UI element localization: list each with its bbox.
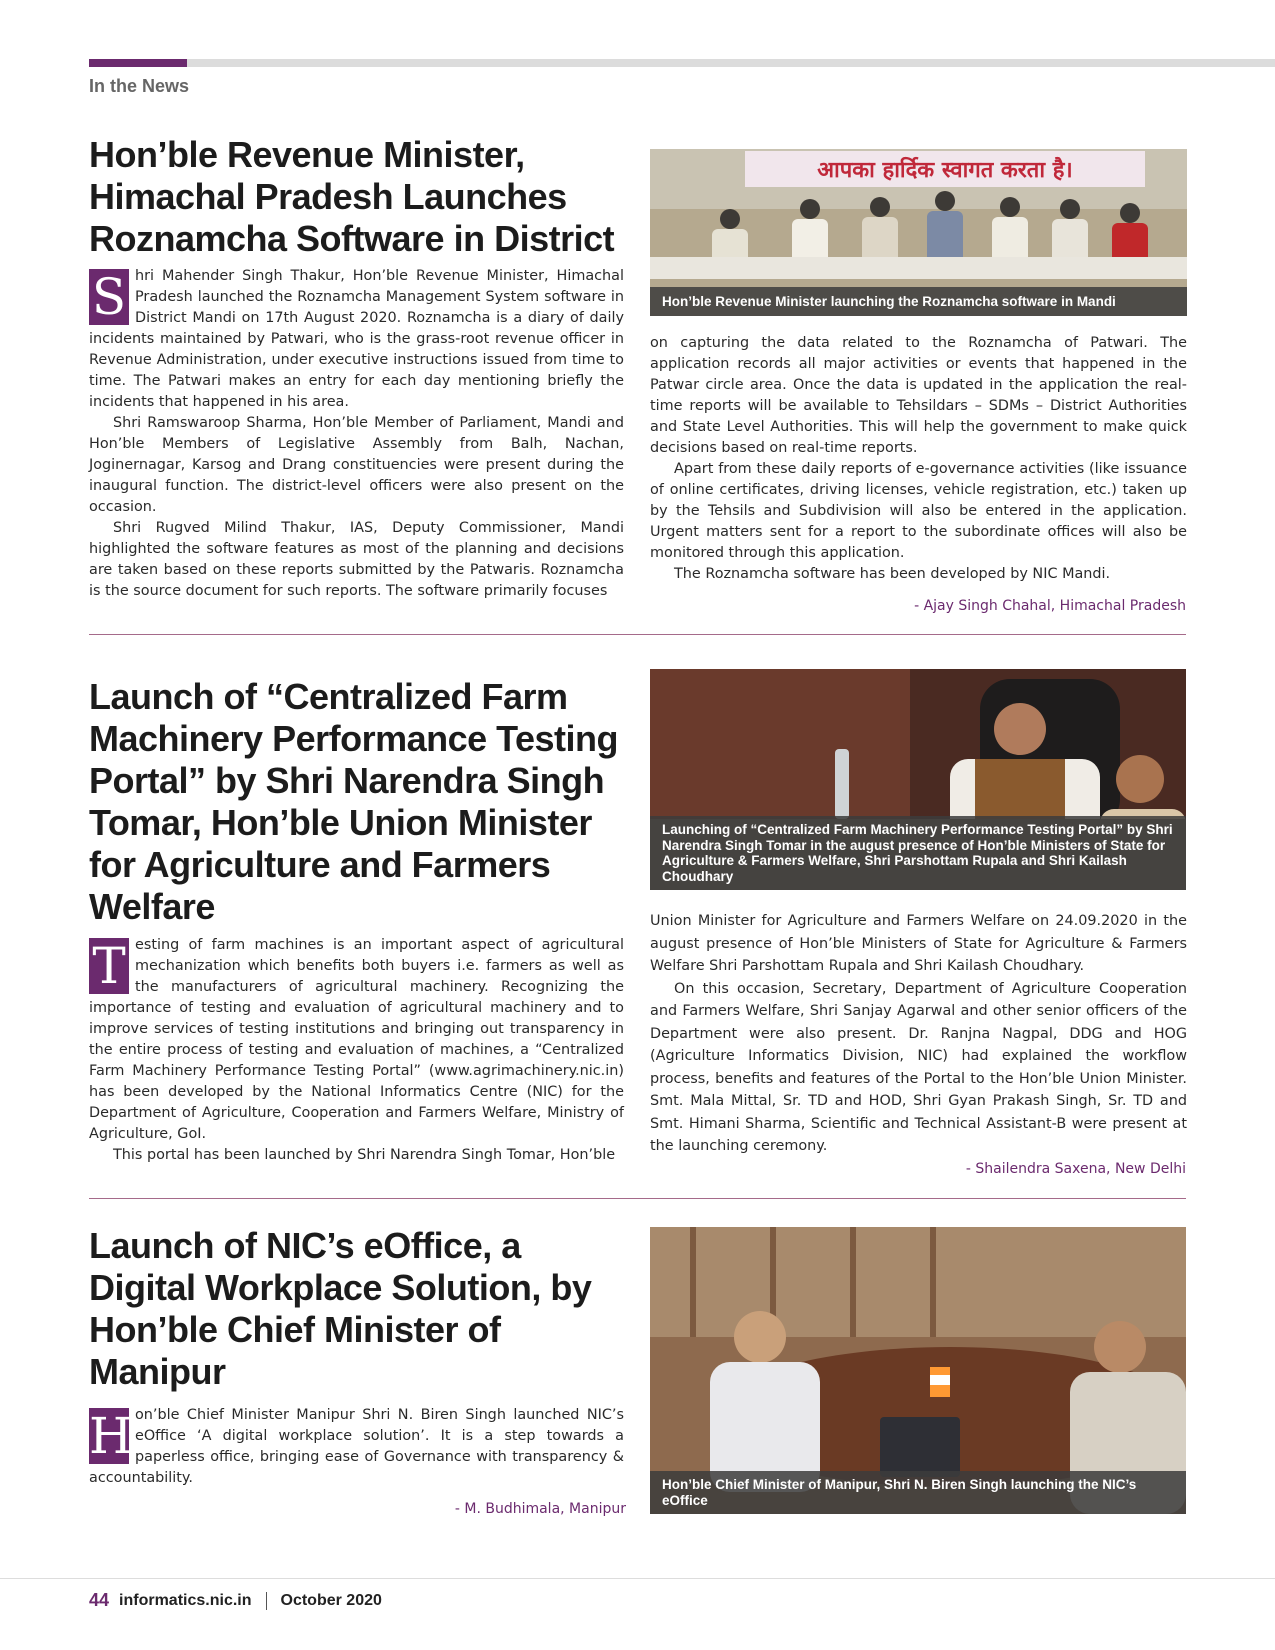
divider-2 <box>89 1198 1186 1199</box>
footer-rule <box>0 1578 1275 1579</box>
article2-dropcap: T <box>89 938 129 994</box>
top-rule <box>89 59 1275 67</box>
welcome-banner-text: आपका हार्दिक स्वागत करता है। <box>817 158 1073 183</box>
article3-left-column <box>89 1405 624 1489</box>
footer <box>89 1590 382 1611</box>
article2-para2: This portal has been launched by Shri Narendra Singh Tomar, Hon’ble <box>113 1147 616 1163</box>
article1-photo <box>650 149 1187 316</box>
article1-para3: Shri Rugved Milind Thakur, IAS, Deputy Commissioner, Mandi highlighted the software features as most of the planning and decisions are taken based on these reports submitted by the Patwaris. Roznamcha is the source document for such reports. The software primarily focuses <box>89 520 624 599</box>
article3-para1: on’ble Chief Minister Manipur Shri N. Biren Singh launched NIC’s eOffice ‘A digital workplace solution’. It is a step towards a paperless office, bringing ease of Governance with transparency & accountability. <box>89 1407 624 1486</box>
article1-para5: Apart from these daily reports of e-governance activities (like issuance of online certificates, driving licenses, vehicle registration, etc.) taken up by the Tehsils and Subdivision will also be entered in the application. Urgent matters sent for a report to the subordinate offices will also be monitored through this application. <box>650 461 1187 561</box>
article2-right-column <box>650 910 1187 1158</box>
footer-issue: October 2020 <box>280 1591 382 1609</box>
footer-separator <box>266 1592 267 1610</box>
article1-headline: Hon’ble Revenue Minister, Himachal Pradesh Launches Roznamcha Software in District <box>89 134 615 259</box>
article2-headline: Launch of “Centralized Farm Machinery Performance Testing Portal” by Shri Narendra Singh Tomar, Hon’ble Union Minister for Agriculture and Farmers Welfare <box>89 676 618 927</box>
article2-para3: Union Minister for Agriculture and Farmers Welfare on 24.09.2020 in the august presence of Hon’ble Ministers of State for Agriculture & Farmers Welfare Shri Parshottam Rupala and Shri Kailash Choudhary. <box>650 913 1187 974</box>
article2-left-column <box>89 935 624 1166</box>
article2-para1: esting of farm machines is an important aspect of agricultural mechanization which benefits both buyers i.e. farmers as well as the manufacturers of agricultural machinery. Recognizing the importance of testing and evaluation of agricultural machinery and to improve services of testing institutions and bringing out transparency in the entire process of testing and evaluation of machines, a “Centralized Farm Machinery Performance Testing Portal” (www.agrimachinery.nic.in) has been developed by the National Informatics Centre (NIC) for the Department of Agriculture, Cooperation and Farmers Welfare, Ministry of Agriculture, GoI. <box>89 937 624 1142</box>
article2-caption: Launching of “Centralized Farm Machinery Performance Testing Portal” by Shri Narendra Singh Tomar in the august presence of Hon’ble Ministers of State for Agriculture & Farmers Welfare, Shri Parshottam Rupala and Shri Kailash Choudhary <box>650 816 1186 890</box>
article3-credit: - M. Budhimala, Manipur <box>454 1501 626 1517</box>
top-rule-accent <box>89 59 187 67</box>
article3-caption: Hon’ble Chief Minister of Manipur, Shri N. Biren Singh launching the NIC’s eOffice <box>650 1471 1186 1514</box>
article1-para6: The Roznamcha software has been developed by NIC Mandi. <box>674 566 1111 582</box>
article2-para4: On this occasion, Secretary, Department of Agriculture Cooperation and Farmers Welfare, Shri Sanjay Agarwal and other senior officers of the Department were also present. Dr. Ranjna Nagpal, DDG and HOG (Agriculture Informatics Division, NIC) had explained the workflow process, benefits and features of the Portal to the Hon’ble Union Minister. Smt. Mala Mittal, Sr. TD and HOD, Shri Gyan Prakash Singh, Sr. TD and Smt. Himani Sharma, Scientific and Technical Assistant-B were present at the launching ceremony. <box>650 980 1187 1154</box>
article1-credit: - Ajay Singh Chahal, Himachal Pradesh <box>914 598 1186 614</box>
article3-dropcap: H <box>89 1407 133 1465</box>
article1-para1: hri Mahender Singh Thakur, Hon’ble Revenue Minister, Himachal Pradesh launched the Roznamcha Management System software in District Mandi on 17th August 2020. Roznamcha is a diary of daily incidents maintained by Patwari, who is the grass-root revenue officer in Revenue Administration, under executive instructions issued from time to time. The Patwari makes an entry for each day mentioning briefly the incidents that happened in his area. <box>89 268 624 410</box>
article1-para4: on capturing the data related to the Roznamcha of Patwari. The application records all major activities or events that happened in the Patwar circle area. Once the data is updated in the application the real-time reports will be available to Tehsildars – SDMs – District Authorities and State Level Authorities. This will help the government to make quick decisions based on real-time reports. <box>650 335 1187 456</box>
section-label: In the News <box>89 76 190 96</box>
article3-headline: Launch of NIC’s eOffice, a Digital Workplace Solution, by Hon’ble Chief Minister of Manipur <box>89 1225 592 1392</box>
article3-photo <box>650 1227 1186 1514</box>
article1-caption: Hon’ble Revenue Minister launching the Roznamcha software in Mandi <box>650 287 1187 317</box>
divider-1 <box>89 634 1186 635</box>
article1-para2: Shri Ramswaroop Sharma, Hon’ble Member of Parliament, Mandi and Hon’ble Members of Legislative Assembly from Balh, Nachan, Joginernagar, Karsog and Drang constituencies were present during the inaugural function. The district-level officers were also present on the occasion. <box>89 415 624 515</box>
article1-dropcap: S <box>89 269 129 325</box>
page-number: 44 <box>89 1590 110 1610</box>
article2-credit: - Shailendra Saxena, New Delhi <box>965 1161 1186 1177</box>
footer-site: informatics.nic.in <box>119 1591 252 1609</box>
article1-left-column <box>89 266 624 602</box>
article2-photo <box>650 669 1186 890</box>
article1-right-column <box>650 333 1187 585</box>
